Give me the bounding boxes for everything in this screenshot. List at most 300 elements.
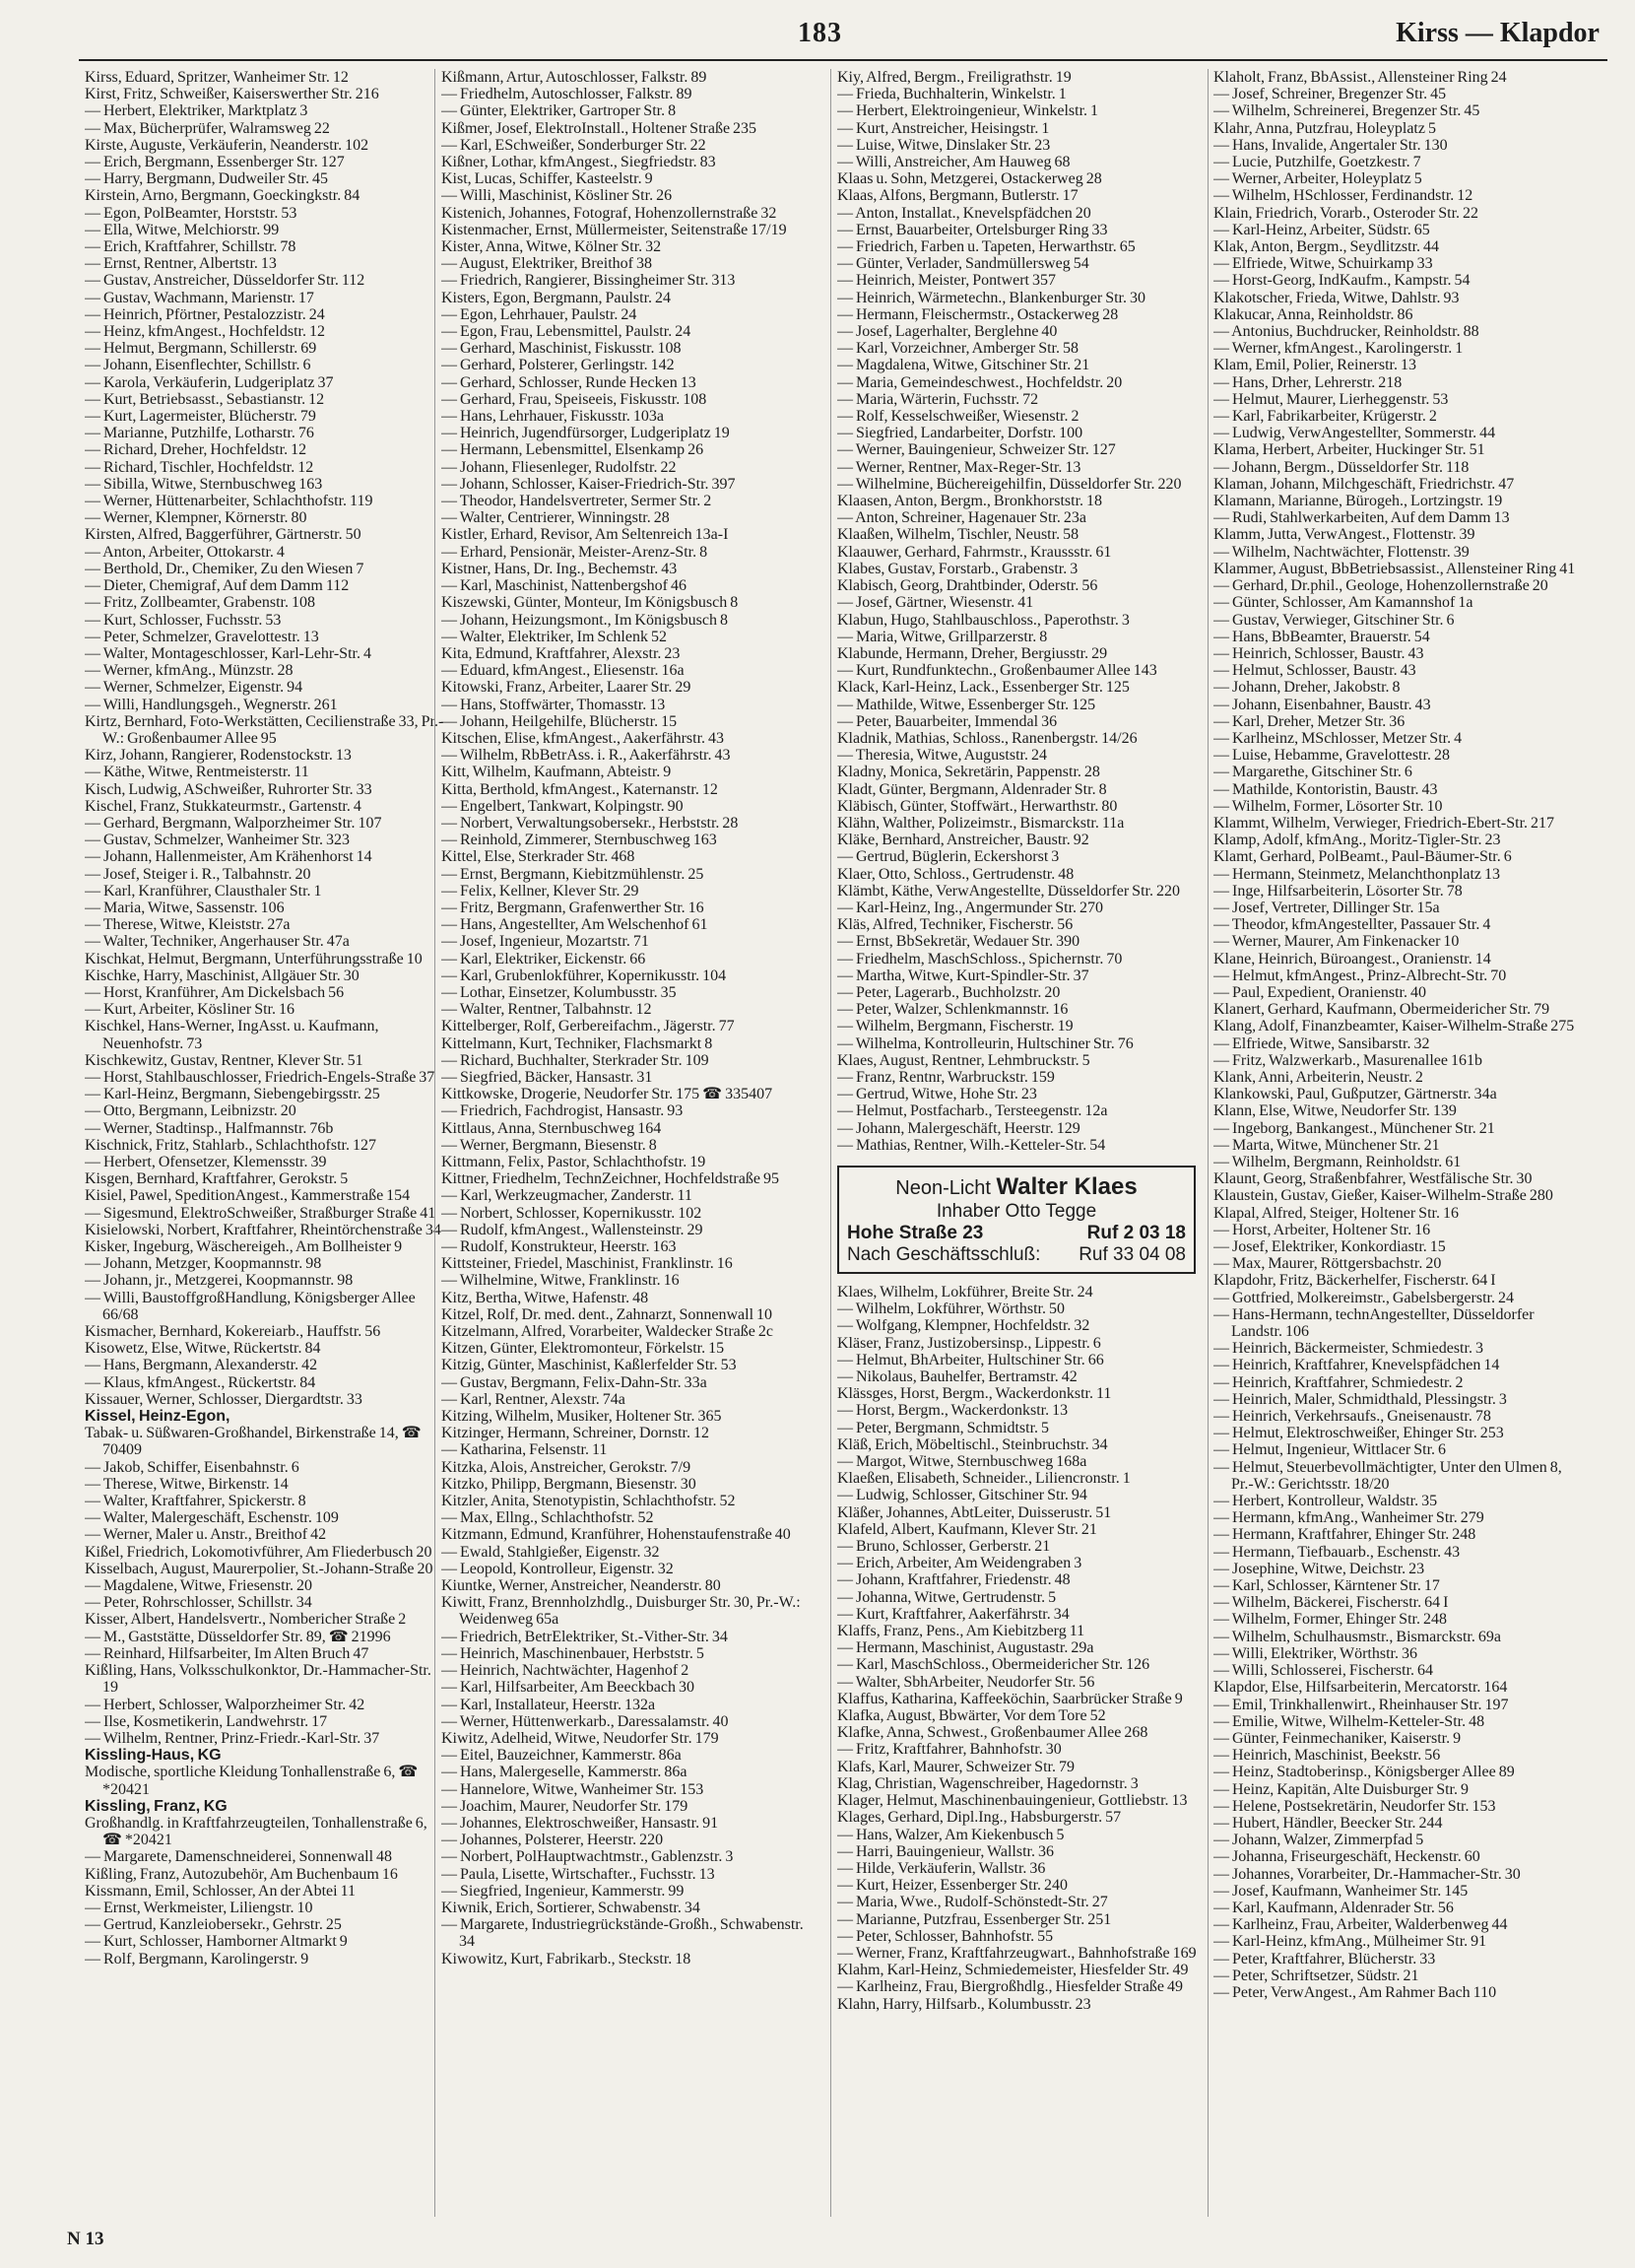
directory-entry: Kißner, Lothar, kfmAngest., Siegfriedstr. 83 [441, 154, 716, 171]
directory-entry: Kistenmacher, Ernst, Müllermeister, Seitenstraße 17/19 [441, 221, 787, 238]
directory-entry: Kitta, Berthold, kfmAngest., Katernanstr. 12 [441, 780, 718, 798]
directory-entry: Klakucar, Anna, Reinholdstr. 86 [1213, 305, 1413, 323]
directory-entry: — Karl, Kaufmann, Aldenrader Str. 56 [1213, 1899, 1454, 1916]
directory-entry: — Katharina, Felsenstr. 11 [441, 1441, 608, 1459]
directory-entry: Klaustein, Gustav, Gießer, Kaiser-Wilhelm-Straße 280 [1213, 1187, 1553, 1205]
directory-entry: Kiszewski, Günter, Monteur, Im Königsbusch 8 [441, 594, 739, 612]
directory-entry: Kitzinger, Hermann, Schreiner, Dornstr. 12 [441, 1425, 709, 1442]
directory-entry: — Fritz, Walzwerkarb., Masurenallee 161b [1213, 1051, 1482, 1069]
directory-entry: — Wilhelm, Schulhausmstr., Bismarckstr. 69a [1213, 1628, 1501, 1645]
directory-entry: Klabisch, Georg, Drahtbinder, Oderstr. 56 [837, 577, 1098, 595]
directory-entry: Klaunt, Georg, Straßenbfahrer, Westfälische Str. 30 [1213, 1170, 1533, 1188]
directory-entry: — August, Elektriker, Breithof 38 [441, 255, 652, 273]
directory-entry: — Hans, Lehrhauer, Fiskusstr. 103a [441, 408, 664, 426]
directory-entry: Kittmann, Felix, Pastor, Schlachthofstr. 19 [441, 1154, 706, 1170]
directory-entry: — Johann, Malergeschäft, Heerstr. 129 [837, 1119, 1080, 1137]
directory-entry: — Karl, Fabrikarbeiter, Krügerstr. 2 [1213, 408, 1437, 426]
directory-entry: — Wilhelm, Former, Lösorter Str. 10 [1213, 797, 1443, 815]
directory-entry: Klabun, Hugo, Stahlbauschloss., Paperothstr. 3 [837, 611, 1130, 629]
directory-entry: Kläser, Franz, Justizobersinsp., Lippestr. 6 [837, 1334, 1101, 1352]
directory-entry: Kist, Lucas, Schiffer, Kasteelstr. 9 [441, 170, 653, 188]
directory-entry: Kistler, Erhard, Revisor, Am Seltenreich 13a-I [441, 526, 729, 544]
directory-entry: — Heinrich, Kraftfahrer, Schmiedestr. 2 [1213, 1373, 1464, 1391]
footer-signature-mark: N 13 [67, 2229, 104, 2249]
directory-entry: — Antonius, Buchdrucker, Reinholdstr. 88 [1213, 323, 1479, 341]
ad-owner [847, 1201, 1186, 1223]
directory-entry: Kisters, Egon, Bergmann, Paulstr. 24 [441, 289, 672, 306]
directory-entry: — Walter, Rentner, Talbahnstr. 12 [441, 1001, 652, 1019]
directory-entry: Kisgen, Bernhard, Kraftfahrer, Gerokstr. 5 [85, 1170, 349, 1188]
directory-entry: — Hans, Drher, Lehrerstr. 218 [1213, 373, 1403, 391]
directory-entry: — Heinrich, Kraftfahrer, Knevelspfädchen 14 [1213, 1357, 1500, 1374]
directory-entry: — Willi, Schlosserei, Fischerstr. 64 [1213, 1662, 1434, 1680]
directory-entry: Kläbisch, Günter, Stoffwärt., Herwarthstr. 80 [837, 797, 1118, 815]
directory-entry: — Heinrich, Maschinist, Beekstr. 56 [1213, 1747, 1441, 1765]
directory-entry: Kischkewitz, Gustav, Rentner, Klever Str. 51 [85, 1051, 363, 1069]
directory-entry: — Paula, Lisette, Wirtschafter., Fuchsstr. 13 [441, 1865, 715, 1883]
directory-entry: — Friedrich, Rangierer, Bissingheimer Str. 313 [441, 272, 736, 290]
directory-entry: — Harri, Bauingenieur, Wallstr. 36 [837, 1842, 1054, 1860]
directory-entry: — Franz, Rentnr, Warbruckstr. 159 [837, 1068, 1055, 1086]
directory-entry: — Werner, kfmAng., Münzstr. 28 [85, 662, 294, 680]
directory-entry: — Maria, Gemeindeschwest., Hochfeldstr. 20 [837, 373, 1123, 391]
directory-entry: — Nikolaus, Bauhelfer, Bertramstr. 42 [837, 1368, 1078, 1386]
directory-entry: — Kurt, Schlosser, Hamborner Altmarkt 9 [85, 1933, 348, 1951]
directory-entry: Klag, Christian, Wagenschreiber, Hagedornstr. 3 [837, 1774, 1139, 1792]
directory-entry: — Wilhelm, Schreinerei, Bregenzer Str. 45 [1213, 102, 1480, 120]
directory-entry: Kladt, Günter, Bergmann, Aldenrader Str. 8 [837, 780, 1107, 798]
directory-entry: — Wolfgang, Klempner, Hochfeldstr. 32 [837, 1317, 1090, 1335]
directory-entry: Kittelmann, Kurt, Techniker, Flachsmarkt 8 [441, 1034, 713, 1052]
directory-entry: — Norbert, Schlosser, Kopernikusstr. 102 [441, 1204, 702, 1222]
directory-entry: — Werner, Hüttenarbeiter, Schlachthofstr. 119 [85, 493, 373, 510]
directory-entry: — Johanna, Friseurgeschäft, Heckenstr. 60 [1213, 1848, 1480, 1866]
directory-entry: — Eduard, kfmAngest., Eliesenstr. 16a [441, 662, 685, 680]
directory-entry: — Wilhelm, Bäckerei, Fischerstr. 64 I [1213, 1594, 1449, 1612]
directory-entry: Klane, Heinrich, Büroangest., Oranienstr. 14 [1213, 950, 1491, 967]
directory-entry: — Helmut, BhArbeiter, Hultschiner Str. 66 [837, 1351, 1104, 1368]
header-rule [79, 59, 1607, 61]
directory-entry: Kirste, Auguste, Verkäuferin, Neanderstr. 102 [85, 136, 369, 154]
directory-entry: — Ernst, Rentner, Albertstr. 13 [85, 255, 277, 273]
directory-entry: — Emilie, Witwe, Wilhelm-Ketteler-Str. 48 [1213, 1712, 1485, 1730]
directory-entry: — Margarete, Damenschneiderei, Sonnenwall 48 [85, 1848, 393, 1866]
directory-entry: Klamm, Jutta, VerwAngest., Flottenstr. 39 [1213, 526, 1475, 544]
directory-entry: — Erhard, Pensionär, Meister-Arenz-Str. 8 [441, 543, 708, 561]
directory-entry: Kiy, Alfred, Bergm., Freiligrathstr. 19 [837, 69, 1072, 86]
directory-entry: — Norbert, PolHauptwachtmstr., Gablenzstr. 3 [441, 1848, 734, 1866]
directory-entry: Klafke, Anna, Schwest., Großenbaumer Allee 268 [837, 1724, 1148, 1742]
directory-entry: — Kurt, Heizer, Essenberger Str. 240 [837, 1877, 1069, 1895]
directory-entry: Klabes, Gustav, Forstarb., Grabenstr. 3 [837, 560, 1079, 577]
page-header [0, 0, 1635, 63]
directory-entry: — Leopold, Kontrolleur, Eigenstr. 32 [441, 1560, 674, 1577]
directory-entry: — Hans, Malergeselle, Kammerstr. 86a [441, 1764, 687, 1781]
directory-entry: Kischel, Franz, Stukkateurmstr., Gartenstr. 4 [85, 797, 361, 815]
directory-entry: — Karl, ESchweißer, Sonderburger Str. 22 [441, 136, 706, 154]
directory-entry: — Eitel, Bauzeichner, Kammerstr. 86a [441, 1747, 682, 1765]
directory-entry: — Günter, Schlosser, Am Kamannshof 1a [1213, 594, 1473, 612]
directory-entry: Klamt, Gerhard, PolBeamt., Paul-Bäumer-Str. 6 [1213, 848, 1512, 866]
directory-entry: — Johann, Heilgehilfe, Blücherstr. 15 [441, 712, 678, 730]
directory-entry: — Werner, Stadtinsp., Halfmannstr. 76b [85, 1119, 334, 1137]
directory-entry: — Mathilde, Witwe, Essenberger Str. 125 [837, 696, 1096, 713]
directory-entry: — Otto, Bergmann, Leibnizstr. 20 [85, 1102, 296, 1120]
directory-entry: Klafka, August, Bbwärter, Vor dem Tore 52 [837, 1707, 1106, 1725]
directory-entry: — Magdalene, Witwe, Friesenstr. 20 [85, 1577, 313, 1595]
directory-entry: Klahr, Anna, Putzfrau, Holeyplatz 5 [1213, 119, 1436, 137]
directory-entry: — Wilhelm, Former, Ehinger Str. 248 [1213, 1611, 1447, 1629]
directory-entry: — Johann, Schlosser, Kaiser-Friedrich-Str. 397 [441, 475, 736, 493]
directory-entry: — Erich, Arbeiter, Am Weidengraben 3 [837, 1555, 1082, 1572]
directory-entry: Klaeßen, Elisabeth, Schneider., Liliencronstr. 1 [837, 1470, 1131, 1488]
directory-entry: — Hans, Invalide, Angertaler Str. 130 [1213, 136, 1448, 154]
directory-entry: Klann, Else, Witwe, Neudorfer Str. 139 [1213, 1102, 1457, 1120]
directory-entry: Kismacher, Bernhard, Kokereiarb., Hauffstr. 56 [85, 1323, 381, 1341]
directory-entry: — Anton, Installat., Knevelspfädchen 20 [837, 204, 1091, 222]
directory-entry: — Karl, Maschinist, Nattenbergshof 46 [441, 577, 687, 595]
directory-entry: — Hans, Bergmann, Alexanderstr. 42 [85, 1357, 318, 1374]
directory-entry: — Walter, Malergeschäft, Eschenstr. 109 [85, 1509, 339, 1527]
directory-entry: — Kurt, Anstreicher, Heisingstr. 1 [837, 119, 1050, 137]
directory-entry: — Walter, Montageschlosser, Karl-Lehr-Str. 4 [85, 644, 371, 662]
directory-entry: Kirtz, Bernhard, Foto-Werkstätten, Cecilienstraße 33, Pr.-W.: Großenbaumer Allee 95 [85, 712, 444, 747]
directory-entry: — Johann, Eisenbahner, Baustr. 43 [1213, 696, 1431, 713]
directory-entry: — Lothar, Einsetzer, Kolumbusstr. 35 [441, 983, 677, 1001]
directory-entry: — Friedrich, Fachdrogist, Hansastr. 93 [441, 1102, 684, 1120]
directory-entry: — Walter, Centrierer, Winningstr. 28 [441, 509, 670, 527]
directory-entry: — Gerhard, Frau, Speiseeis, Fiskusstr. 108 [441, 390, 707, 408]
directory-entry: — Horst, Arbeiter, Holtener Str. 16 [1213, 1221, 1431, 1238]
directory-entry: — Reinhard, Hilfsarbeiter, Im Alten Bruch 47 [85, 1644, 369, 1662]
directory-entry: Kister, Anna, Witwe, Kölner Str. 32 [441, 238, 662, 256]
directory-entry: — Helmut, Maurer, Lierheggenstr. 53 [1213, 390, 1449, 408]
directory-entry: — Josef, Ingenieur, Mozartstr. 71 [441, 933, 649, 951]
directory-entry: — Herbert, Elektroingenieur, Winkelstr. 1 [837, 102, 1099, 120]
directory-entry: — Maria, Witwe, Sassenstr. 106 [85, 899, 285, 916]
directory-entry: Kitzing, Wilhelm, Musiker, Holtener Str. 365 [441, 1408, 722, 1426]
directory-entry: Klaas u. Sohn, Metzgerei, Ostackerweg 28 [837, 170, 1102, 188]
directory-entry: Kitzelmann, Alfred, Vorarbeiter, Waldecker Straße 2c [441, 1323, 773, 1341]
directory-entry: — Heinrich, Maschinenbauer, Herbststr. 5 [441, 1644, 704, 1662]
directory-entry: — Johanna, Witwe, Gertrudenstr. 5 [837, 1588, 1057, 1606]
directory-entry: — Gerhard, Bergmann, Walporzheimer Str. 107 [85, 814, 382, 832]
directory-entry: Kläs, Alfred, Techniker, Fischerstr. 56 [837, 916, 1074, 934]
directory-entry: Klaffus, Katharina, Kaffeeköchin, Saarbrücker Straße 9 [837, 1690, 1183, 1707]
directory-entry: — Karlheinz, MSchlosser, Metzer Str. 4 [1213, 729, 1463, 747]
directory-entry: — Willi, Handlungsgeh., Wegnerstr. 261 [85, 696, 338, 713]
directory-entry: — Harry, Bergmann, Dudweiler Str. 45 [85, 170, 328, 188]
directory-entry: Klaes, August, Rentner, Lehmbruckstr. 5 [837, 1051, 1090, 1069]
directory-entry: — Johann, Walzer, Zimmerpfad 5 [1213, 1832, 1424, 1849]
directory-entry: — Karl, Schlosser, Kärntener Str. 17 [1213, 1577, 1440, 1595]
directory-entry: — Helmut, Elektroschweißer, Ehinger Str. 253 [1213, 1425, 1504, 1442]
directory-entry: Kiuntke, Werner, Anstreicher, Neanderstr. 80 [441, 1577, 721, 1595]
directory-entry: Kittelberger, Rolf, Gerbereifachm., Jägerstr. 77 [441, 1018, 735, 1035]
directory-entry: — Siegfried, Bäcker, Hansastr. 31 [441, 1068, 653, 1086]
directory-entry: — Margarete, Industriegrückstände-Großh., Schwabenstr. 34 [441, 1916, 804, 1951]
directory-entry: Kittsteiner, Friedel, Maschinist, Franklinstr. 16 [441, 1255, 733, 1273]
directory-entry: Klaer, Otto, Schloss., Gertrudenstr. 48 [837, 865, 1075, 883]
directory-columns [85, 69, 1603, 2217]
directory-entry: — Karlheinz, Frau, Arbeiter, Walderbenweg 44 [1213, 1916, 1508, 1934]
directory-entry: — Fritz, Bergmann, Grafenwerther Str. 16 [441, 899, 704, 916]
directory-entry: — Herbert, Schlosser, Walporzheimer Str. 42 [85, 1696, 365, 1713]
directory-entry: — Fritz, Kraftfahrer, Bahnhofstr. 30 [837, 1741, 1062, 1759]
directory-entry: — Heinrich, Meister, Pontwert 357 [837, 272, 1056, 290]
directory-entry: — Johann, Hallenmeister, Am Krähenhorst 14 [85, 848, 372, 866]
directory-entry: — Herbert, Kontrolleur, Waldstr. 35 [1213, 1493, 1438, 1510]
directory-entry: Klain, Friedrich, Vorarb., Osteroder Str. 22 [1213, 204, 1479, 222]
directory-entry: Klamann, Marianne, Bürogeh., Lortzingstr. 19 [1213, 493, 1503, 510]
directory-entry: Klässges, Horst, Bergm., Wackerdonkstr. 11 [837, 1385, 1112, 1403]
directory-entry: — Heinrich, Nachtwächter, Hagenhof 2 [441, 1662, 689, 1680]
directory-entry: — Josef, Vertreter, Dillinger Str. 15a [1213, 899, 1440, 916]
directory-entry: — Berthold, Dr., Chemiker, Zu den Wiesen 7 [85, 560, 364, 577]
directory-entry: Klaaßen, Wilhelm, Tischler, Neustr. 58 [837, 526, 1079, 544]
directory-entry: — Karl, Elektriker, Eickenstr. 66 [441, 950, 646, 967]
directory-entry: — Walter, Techniker, Angerhauser Str. 47a [85, 933, 350, 951]
directory-entry: — Ilse, Kosmetikerin, Landwehrstr. 17 [85, 1712, 328, 1730]
directory-entry: — Ernst, Bauarbeiter, Ortelsburger Ring 33 [837, 221, 1108, 238]
directory-entry: — Ludwig, VerwAngestellter, Sommerstr. 44 [1213, 425, 1496, 442]
directory-entry: — Peter, VerwAngest., Am Rahmer Bach 110 [1213, 1983, 1497, 2001]
directory-entry: — Maria, Wwe., Rudolf-Schönstedt-Str. 27 [837, 1894, 1108, 1911]
directory-entry: — Hans, Stoffwärter, Thomasstr. 13 [441, 696, 666, 713]
directory-entry: — Karlheinz, Frau, Biergroßhdlg., Hiesfelder Straße 49 [837, 1978, 1183, 1996]
directory-entry: Kischkel, Hans-Werner, IngAsst. u. Kaufmann, Neuenhofstr. 73 [85, 1018, 379, 1052]
directory-entry: — Hermann, kfmAng., Wanheimer Str. 279 [1213, 1509, 1484, 1527]
directory-entry: Kißmann, Artur, Autoschlosser, Falkstr. 89 [441, 69, 707, 86]
directory-entry: Klanert, Gerhard, Kaufmann, Obermeidericher Str. 79 [1213, 1001, 1550, 1019]
directory-entry: — Peter, Bauarbeiter, Immendal 36 [837, 712, 1058, 730]
directory-entry: Kirstein, Arno, Bergmann, Goeckingkstr. 84 [85, 187, 360, 205]
directory-entry: Kißling, Franz, Autozubehör, Am Buchenbaum 16 [85, 1865, 398, 1883]
directory-entry: Klapal, Alfred, Steiger, Holtener Str. 16 [1213, 1204, 1459, 1222]
directory-entry: Kisiel, Pawel, SpeditionAngest., Kammerstraße 154 [85, 1187, 411, 1205]
directory-entry: — Felix, Kellner, Klever Str. 29 [441, 882, 639, 900]
column-1 [85, 69, 447, 2217]
directory-entry: — Johann, jr., Metzgerei, Koopmannstr. 98 [85, 1272, 354, 1290]
directory-entry: — Richard, Tischler, Hochfeldstr. 12 [85, 458, 314, 476]
directory-entry: — Egon, Lehrhauer, Paulstr. 24 [441, 305, 637, 323]
directory-entry: — Marianne, Putzhilfe, Lotharstr. 76 [85, 425, 314, 442]
directory-entry: — Magdalena, Witwe, Gitschiner Str. 21 [837, 357, 1090, 374]
directory-entry: — Wilhelm, Nachtwächter, Flottenstr. 39 [1213, 543, 1470, 561]
directory-entry: — Johann, Eisenflechter, Schillstr. 6 [85, 357, 311, 374]
ad-owner-text: Inhaber Otto Tegge [936, 1201, 1097, 1222]
directory-entry: — Werner, kfmAngest., Karolingerstr. 1 [1213, 340, 1464, 358]
directory-entry: — Theodor, Handelsvertreter, Sermer Str. 2 [441, 493, 712, 510]
directory-entry: — Herbert, Ofensetzer, Klemensstr. 39 [85, 1154, 327, 1170]
directory-entry: — Wilhelmine, Witwe, Franklinstr. 16 [441, 1272, 680, 1290]
directory-entry: Kittlaus, Anna, Sternbuschweg 164 [441, 1119, 662, 1137]
directory-entry: — Werner, Bergmann, Biesenstr. 8 [441, 1136, 657, 1154]
directory-entry: — Rolf, Kesselschweißer, Wiesenstr. 2 [837, 408, 1079, 426]
directory-entry: — Werner, Hüttenwerkarb., Daressalamstr. 40 [441, 1712, 729, 1730]
directory-entry: — Jakob, Schiffer, Eisenbahnstr. 6 [85, 1458, 299, 1476]
directory-entry: — Maria, Wärterin, Fuchsstr. 72 [837, 390, 1039, 408]
directory-entry: — Karl-Heinz, Ing., Angermunder Str. 270 [837, 899, 1104, 916]
directory-entry: Klabunde, Hermann, Dreher, Bergiusstr. 29 [837, 644, 1108, 662]
directory-entry: — Inge, Hilfsarbeiterin, Lösorter Str. 78 [1213, 882, 1463, 900]
directory-entry: Kladnik, Mathias, Schloss., Ranenbergstr. 14/26 [837, 729, 1138, 747]
directory-entry: — Helmut, kfmAngest., Prinz-Albrecht-Str. 70 [1213, 967, 1507, 984]
ad-after-hours-row [847, 1244, 1186, 1266]
directory-entry: — Kurt, Schlosser, Fuchsstr. 53 [85, 611, 282, 629]
directory-entry: Kisker, Ingeburg, Wäschereigeh., Am Bollheister 9 [85, 1238, 403, 1256]
directory-entry: — Karl, Dreher, Metzer Str. 36 [1213, 712, 1406, 730]
directory-entry: Modische, sportliche Kleidung Tonhallenstraße 6, ☎ *20421 [85, 1764, 419, 1798]
directory-entry: — Horst, Bergm., Wackerdonkstr. 13 [837, 1402, 1069, 1420]
directory-entry: — Gertrud, Kanzleiobersekr., Gehrstr. 25 [85, 1916, 342, 1934]
directory-entry: — Reinhold, Zimmerer, Sternbuschweg 163 [441, 832, 717, 849]
directory-entry: Klaes, Wilhelm, Lokführer, Breite Str. 24 [837, 1284, 1093, 1301]
ad-address-row [847, 1223, 1186, 1244]
directory-entry: Kläß, Erich, Möbeltischl., Steinbruchstr. 34 [837, 1435, 1108, 1453]
ad-address: Hohe Straße 23 [847, 1223, 984, 1243]
directory-entry: — Horst-Georg, IndKaufm., Kampstr. 54 [1213, 272, 1471, 290]
directory-entry: Kitz, Bertha, Witwe, Hafenstr. 48 [441, 1289, 649, 1306]
directory-entry: — Gerhard, Maschinist, Fiskusstr. 108 [441, 340, 682, 358]
directory-entry: — Theresia, Witwe, Auguststr. 24 [837, 747, 1047, 765]
directory-entry: — Fritz, Zollbeamter, Grabenstr. 108 [85, 594, 315, 612]
directory-entry: — Peter, Rohrschlosser, Schillstr. 34 [85, 1594, 312, 1612]
directory-entry: Klafs, Karl, Maurer, Schweizer Str. 79 [837, 1758, 1075, 1775]
directory-entry: Klafeld, Albert, Kaufmann, Klever Str. 21 [837, 1520, 1097, 1538]
directory-entry: — Egon, Frau, Lebensmittel, Paulstr. 24 [441, 323, 691, 341]
ad-headline [847, 1173, 1186, 1201]
directory-entry: — Horst, Stahlbauschlosser, Friedrich-Engels-Straße 37 [85, 1068, 435, 1086]
directory-entry: — Marta, Witwe, Münchener Str. 21 [1213, 1136, 1440, 1154]
directory-entry: — Richard, Buchhalter, Sterkrader Str. 109 [441, 1051, 709, 1069]
directory-entry: Kitt, Wilhelm, Kaufmann, Abteistr. 9 [441, 764, 672, 781]
directory-entry: — Heinrich, Bäckermeister, Schmiedestr. 3 [1213, 1340, 1483, 1358]
directory-entry: — Walter, SbhArbeiter, Neudorfer Str. 56 [837, 1673, 1095, 1691]
directory-entry: Kitzig, Günter, Maschinist, Kaßlerfelder Str. 53 [441, 1357, 737, 1374]
directory-entry: — Wilhelma, Kontrolleurin, Hultschiner Str. 76 [837, 1034, 1134, 1052]
directory-entry: — Margarethe, Gitschiner Str. 6 [1213, 764, 1412, 781]
directory-entry: Klammt, Wilhelm, Verwieger, Friedrich-Ebert-Str. 217 [1213, 814, 1555, 832]
directory-entry: Kiwitt, Franz, Brennholzhdlg., Duisburger Str. 30, Pr.-W.: Weidenweg 65a [441, 1594, 801, 1629]
directory-entry: — Gerhard, Polsterer, Gerlingstr. 142 [441, 357, 675, 374]
directory-entry: — Therese, Witwe, Birkenstr. 14 [85, 1475, 289, 1493]
directory-entry: — Gustav, Verwieger, Gitschiner Str. 6 [1213, 611, 1455, 629]
directory-entry: — Engelbert, Tankwart, Kolpingstr. 90 [441, 797, 684, 815]
directory-entry: — Willi, BaustoffgroßHandlung, Königsberger Allee 66/68 [85, 1289, 416, 1323]
directory-entry: — Josef, Elektriker, Konkordiastr. 15 [1213, 1238, 1446, 1256]
directory-entry: — Erich, Kraftfahrer, Schillstr. 78 [85, 238, 296, 256]
directory-entry: Kittel, Else, Sterkrader Str. 468 [441, 848, 635, 866]
directory-entry: — Theodor, kfmAngestellter, Passauer Str. 4 [1213, 916, 1491, 934]
directory-entry: — Wilhelm, Lokführer, Wörthstr. 50 [837, 1301, 1065, 1318]
directory-entry: Kitzen, Günter, Elektromonteur, Förkelstr. 15 [441, 1340, 725, 1358]
directory-entry: — Norbert, Verwaltungsobersekr., Herbststr. 28 [441, 814, 739, 832]
directory-entry: — Richard, Dreher, Hochfeldstr. 12 [85, 441, 307, 459]
directory-entry: — Karl-Heinz, Bergmann, Siebengebirgsstr. 25 [85, 1086, 380, 1103]
directory-entry: Klaauwer, Gerhard, Fahrmstr., Kraussstr. 61 [837, 543, 1112, 561]
directory-entry: Kladny, Monica, Sekretärin, Pappenstr. 28 [837, 764, 1100, 781]
directory-entry: — Peter, Lagerarb., Buchholzstr. 20 [837, 983, 1061, 1001]
directory-entry: — Werner, Arbeiter, Holeyplatz 5 [1213, 170, 1422, 188]
directory-entry: Klack, Karl-Heinz, Lack., Essenberger Str. 125 [837, 679, 1130, 697]
directory-entry: Kitschen, Elise, kfmAngest., Aakerfährstr. 43 [441, 729, 725, 747]
directory-entry: Klakotscher, Frieda, Witwe, Dahlstr. 93 [1213, 289, 1460, 306]
ad-after-hours-label: Nach Geschäftsschluß: [847, 1244, 1041, 1265]
directory-entry: — Gertrud, Witwe, Hohe Str. 23 [837, 1086, 1037, 1103]
directory-entry: — Willi, Maschinist, Kösliner Str. 26 [441, 187, 673, 205]
directory-entry: — Werner, Bauingenieur, Schweizer Str. 127 [837, 441, 1116, 459]
ad-prefix: Neon-Licht [895, 1177, 991, 1199]
directory-entry: — Sibilla, Witwe, Sternbuschweg 163 [85, 475, 323, 493]
directory-entry: Kitzel, Rolf, Dr. med. dent., Zahnarzt, Sonnenwall 10 [441, 1305, 773, 1323]
directory-entry: — Günter, Feinmechaniker, Kaiserstr. 9 [1213, 1729, 1462, 1747]
directory-entry: — Josef, Lagerhalter, Berglehne 40 [837, 323, 1058, 341]
directory-entry: Kirss, Eduard, Spritzer, Wanheimer Str. 12 [85, 69, 349, 86]
directory-entry: — Maria, Witwe, Grillparzerstr. 8 [837, 628, 1048, 645]
ad-business-name: Walter Klaes [996, 1173, 1138, 1200]
directory-entry: — Dieter, Chemigraf, Auf dem Damm 112 [85, 577, 350, 595]
ad-phone: Ruf 2 03 18 [1086, 1223, 1186, 1243]
directory-entry: — Max, Bücherprüfer, Walramsweg 22 [85, 119, 330, 137]
directory-entry: — Egon, PolBeamter, Horststr. 53 [85, 204, 297, 222]
directory-entry: — Hermann, Tiefbauarb., Eschenstr. 43 [1213, 1543, 1461, 1561]
directory-entry: — Gerhard, Dr.phil., Geologe, Hohenzollernstraße 20 [1213, 577, 1548, 595]
directory-entry: — Johann, Fliesenleger, Rudolfstr. 22 [441, 458, 677, 476]
directory-entry: — Hannelore, Witwe, Wanheimer Str. 153 [441, 1780, 704, 1798]
directory-entry: Kitzka, Alois, Anstreicher, Gerokstr. 7/9 [441, 1458, 691, 1476]
directory-entry: — Kurt, Rundfunktechn., Großenbaumer Allee 143 [837, 662, 1157, 680]
directory-entry: — Peter, Schlosser, Bahnhofstr. 55 [837, 1927, 1054, 1945]
directory-entry: — Luise, Witwe, Dinslaker Str. 23 [837, 136, 1051, 154]
directory-entry: Klaasen, Anton, Bergm., Bronkhorststr. 18 [837, 493, 1103, 510]
directory-entry: — Josef, Kaufmann, Wanheimer Str. 145 [1213, 1882, 1469, 1900]
directory-entry: Tabak- u. Süßwaren-Großhandel, Birkenstraße 14, ☎ 70409 [85, 1425, 422, 1459]
directory-entry: — Johann, Kraftfahrer, Friedenstr. 48 [837, 1571, 1071, 1589]
directory-entry: — Karl, Rentner, Alexstr. 74a [441, 1390, 625, 1408]
directory-entry: — Rolf, Bergmann, Karolingerstr. 9 [85, 1950, 309, 1968]
directory-entry: — Johannes, Elektroschweißer, Hansastr. 91 [441, 1814, 719, 1832]
directory-entry: Kiwowitz, Kurt, Fabrikarb., Steckstr. 18 [441, 1950, 691, 1968]
directory-entry: — Werner, Maurer, Am Finkenacker 10 [1213, 933, 1460, 951]
directory-entry: Kißel, Friedrich, Lokomotivführer, Am Fliederbusch 20 [85, 1543, 432, 1561]
directory-entry: — Johann, Metzger, Koopmannstr. 98 [85, 1255, 322, 1273]
directory-entry: — Hans, Angestellter, Am Welschenhof 61 [441, 916, 708, 934]
directory-entry: Kistner, Hans, Dr. Ing., Bechemstr. 43 [441, 560, 678, 577]
directory-entry: — Heinrich, Maler, Schmidthald, Plessingstr. 3 [1213, 1390, 1507, 1408]
directory-entry: — Günter, Elektriker, Gartroper Str. 8 [441, 102, 677, 120]
directory-entry: Kitowski, Franz, Arbeiter, Laarer Str. 29 [441, 679, 691, 697]
running-title: Kirss — Klapdor [1396, 18, 1600, 48]
directory-entry: — Kurt, Kraftfahrer, Aakerfährstr. 34 [837, 1605, 1070, 1623]
directory-entry: — Anton, Schreiner, Hagenauer Str. 23a [837, 509, 1086, 527]
directory-entry: — Klaus, kfmAngest., Rückertstr. 84 [85, 1373, 316, 1391]
directory-entry: — Walter, Kraftfahrer, Spickerstr. 8 [85, 1493, 306, 1510]
directory-entry: — Ernst, BbSekretär, Wedauer Str. 390 [837, 933, 1080, 951]
directory-entry: Kißmer, Josef, ElektroInstall., Holtener Straße 235 [441, 119, 757, 137]
directory-entry: Kirsten, Alfred, Baggerführer, Gärtnerstr. 50 [85, 526, 361, 544]
directory-entry: — Helmut, Schlosser, Baustr. 43 [1213, 662, 1416, 680]
directory-entry: — Martha, Witwe, Kurt-Spindler-Str. 37 [837, 967, 1089, 984]
directory-entry: — Anton, Arbeiter, Ottokarstr. 4 [85, 543, 285, 561]
directory-entry: — Werner, Franz, Kraftfahrzeugwart., Bahnhofstraße 169 [837, 1944, 1197, 1962]
directory-entry: — Frieda, Buchhalterin, Winkelstr. 1 [837, 86, 1067, 103]
directory-entry: — Mathias, Rentner, Wilh.-Ketteler-Str. 54 [837, 1136, 1106, 1154]
directory-entry: Klapdohr, Fritz, Bäckerhelfer, Fischerstr. 64 I [1213, 1272, 1496, 1290]
directory-entry: Klähn, Walther, Polizeimstr., Bismarckstr. 11a [837, 814, 1125, 832]
directory-entry: — Karl, Installateur, Heerstr. 132a [441, 1696, 656, 1713]
directory-entry: — Helmut, Steuerbevollmächtigter, Unter den Ulmen 8, Pr.-W.: Gerichtsstr. 18/20 [1213, 1458, 1562, 1493]
